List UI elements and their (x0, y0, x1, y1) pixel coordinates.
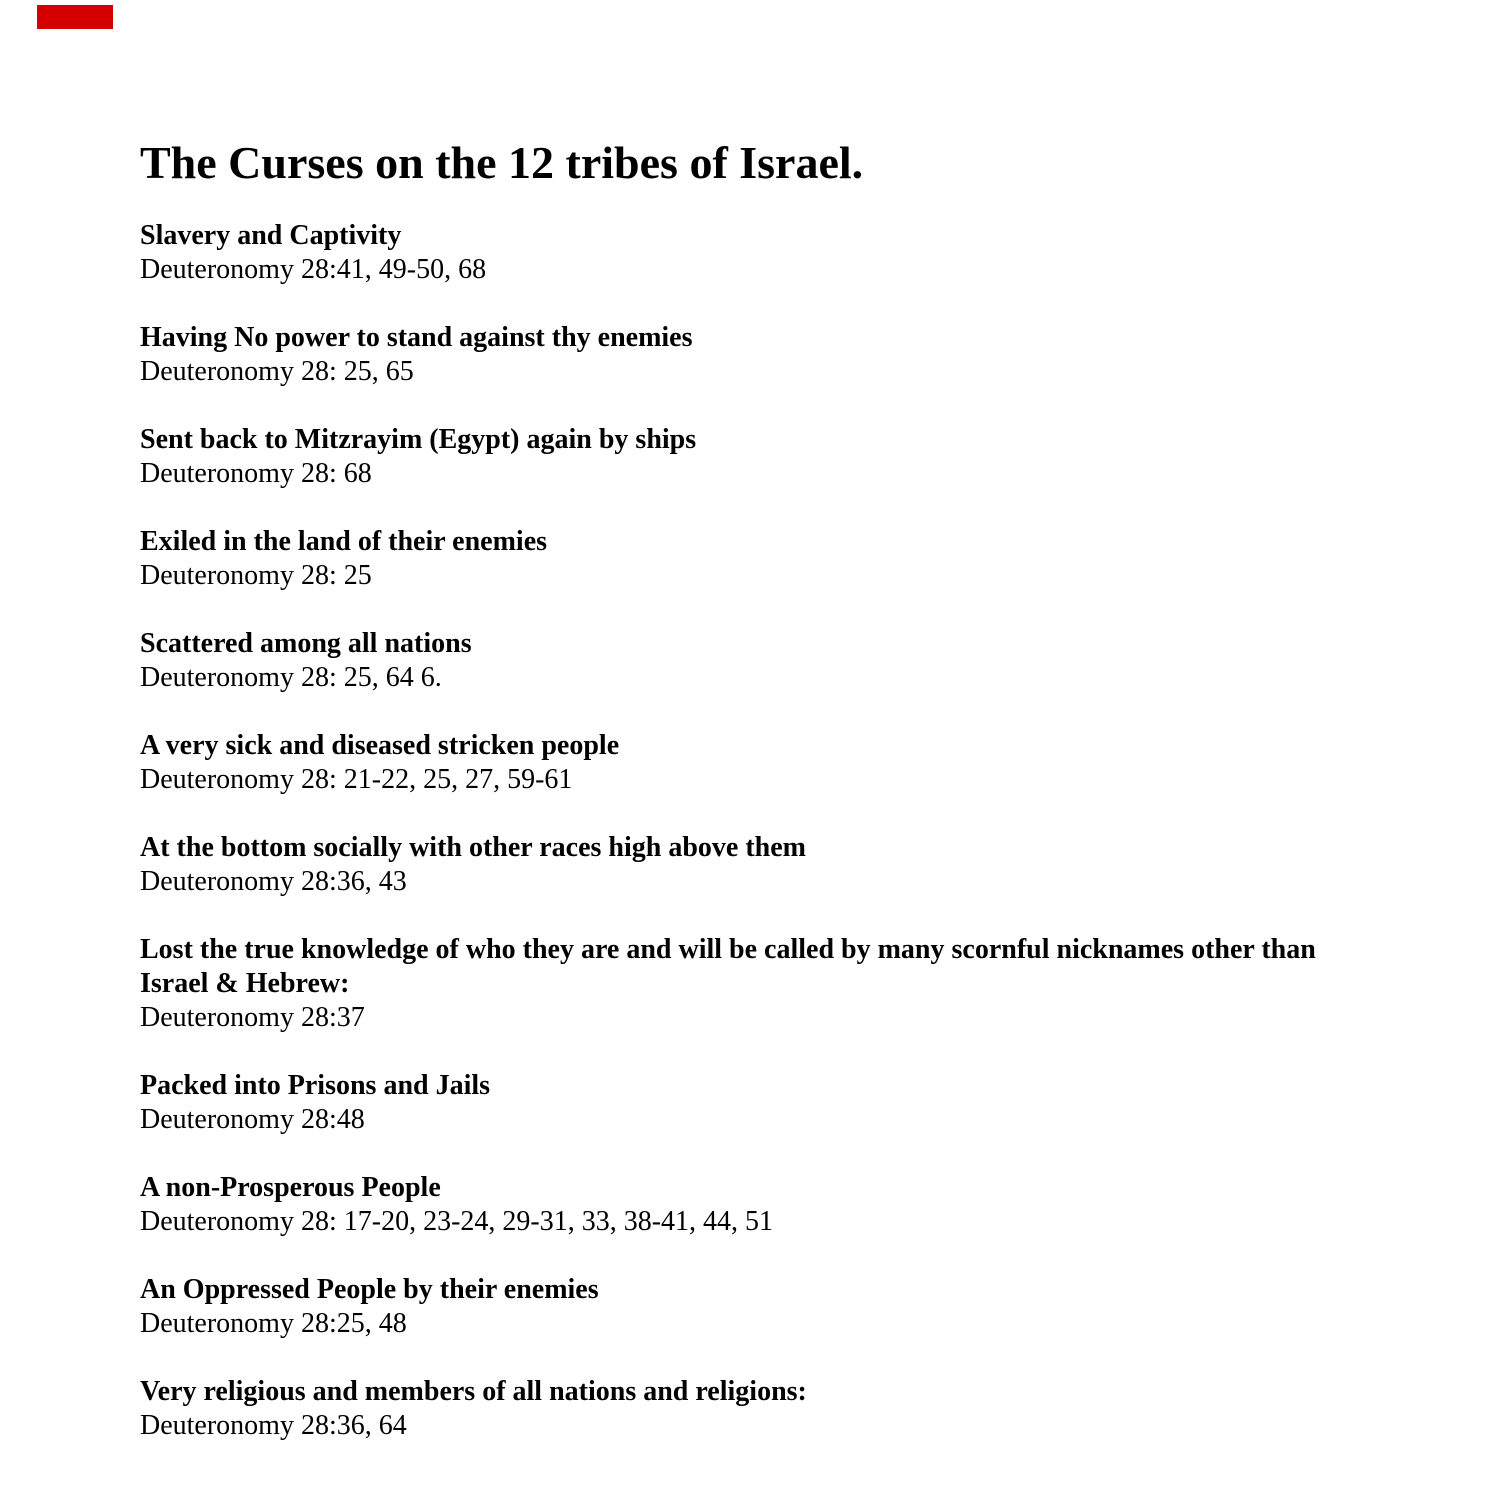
curse-section (140, 729, 1360, 797)
curse-section (140, 525, 1360, 593)
curse-heading: A non-Prosperous People (140, 1172, 441, 1203)
curse-section (140, 219, 1360, 287)
curse-heading: An Oppressed People by their enemies (140, 1274, 599, 1305)
curse-reference: Deuteronomy 28: 68 (140, 458, 372, 489)
curse-heading: Lost the true knowledge of who they are and will be called by many scornful nicknames other than Israel & Hebrew: (140, 934, 1316, 999)
curse-heading: A very sick and diseased stricken people (140, 730, 620, 761)
curse-section (140, 831, 1360, 899)
curse-reference: Deuteronomy 28:41, 49-50, 68 (140, 254, 487, 285)
curse-section (140, 1273, 1360, 1341)
curse-section (140, 1171, 1360, 1239)
curse-section (140, 627, 1360, 695)
curse-reference: Deuteronomy 28:37 (140, 1002, 365, 1033)
curse-section (140, 933, 1360, 1035)
curse-heading: Exiled in the land of their enemies (140, 526, 548, 557)
curse-section (140, 1375, 1360, 1443)
curse-heading: Sent back to Mitzrayim (Egypt) again by ships (140, 424, 697, 455)
curse-reference: Deuteronomy 28: 17-20, 23-24, 29-31, 33, 38-41, 44, 51 (140, 1206, 774, 1237)
curse-section (140, 423, 1360, 491)
curse-reference: Deuteronomy 28: 25 (140, 560, 372, 591)
curse-section (140, 321, 1360, 389)
curse-heading: Very religious and members of all nations and religions: (140, 1376, 807, 1407)
curse-heading: Having No power to stand against thy enemies (140, 322, 693, 353)
curse-list (140, 219, 1360, 1443)
curse-heading: Packed into Prisons and Jails (140, 1070, 491, 1101)
curse-section (140, 1069, 1360, 1137)
curse-heading: At the bottom socially with other races high above them (140, 832, 806, 863)
page-title: The Curses on the 12 tribes of Israel. (140, 137, 864, 188)
curse-reference: Deuteronomy 28:36, 43 (140, 866, 407, 897)
curse-heading: Scattered among all nations (140, 628, 472, 659)
curse-reference: Deuteronomy 28: 25, 64 6. (140, 662, 442, 693)
curse-reference: Deuteronomy 28: 25, 65 (140, 356, 414, 387)
curse-heading: Slavery and Captivity (140, 220, 402, 251)
curse-reference: Deuteronomy 28:36, 64 (140, 1410, 407, 1441)
curse-reference: Deuteronomy 28:25, 48 (140, 1308, 407, 1339)
curse-reference: Deuteronomy 28: 21-22, 25, 27, 59-61 (140, 764, 573, 795)
curse-reference: Deuteronomy 28:48 (140, 1104, 365, 1135)
